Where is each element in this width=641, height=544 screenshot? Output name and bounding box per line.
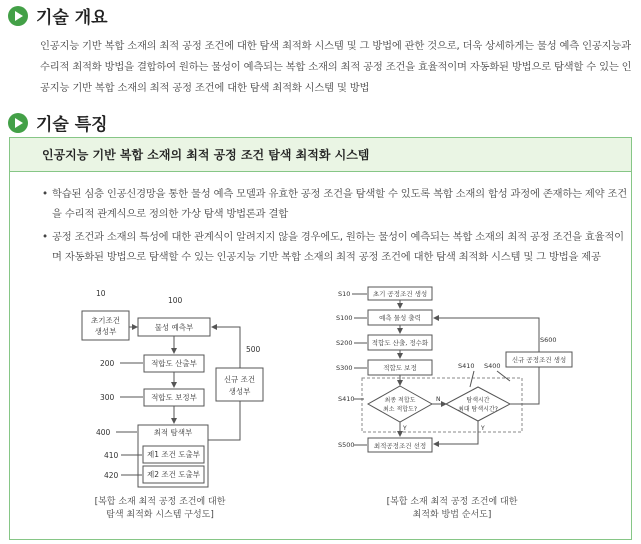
step-calc-label: 적합도 산출, 정수화 (371, 339, 429, 347)
feature-bullet: • 공정 조건과 소재의 특성에 대한 관계식이 알려지지 않을 경우에도, 원하는 물성이 예측되는 복합 소재의 최적 공정 조건을 효율적이며 자동화된 방법으로 탐색할 수 있는 인공지능 기반 복합 소재의 최적 공정 조건에 대한 탐색 최적화 시스템 및 그 방법을 제공 (42, 227, 627, 267)
system-caption-line2: 탐색 최적화 시스템 구성도] (106, 510, 214, 520)
ref-s410: S410 (458, 362, 475, 370)
system-diagram (82, 289, 263, 520)
ref-s300: S300 (336, 364, 353, 372)
decision-fitness (368, 386, 432, 422)
ref-s200: S200 (336, 339, 353, 347)
ref-420: 420 (104, 471, 119, 480)
decision-fitness-line1: 최종 적합도 (384, 397, 416, 404)
overview-text: 인공지능 기반 복합 소재의 최적 공정 조건에 대한 탐색 최적화 시스템 및 그 방법에 관한 것으로, 더욱 상세하게는 물성 예측 인공지능과 수리적 최적화 방법을 결합하여 원하는 물성이 예측되는 복합 소재의 최적 공정 조건을 효율적이며 자동화된 방법으로 탐색할 수 있는 인공지능 기반 복합 소재의 최적 공정 조건에 대한 탐색 최적화 시스템 및 방법 (40, 40, 632, 94)
new-condition-unit (216, 368, 263, 401)
ref-s10: S10 (338, 290, 351, 298)
ref-s410b: S410 (338, 395, 355, 403)
step-select-label: 최적공정조건 선정 (373, 442, 427, 450)
ref-200: 200 (100, 359, 115, 368)
ref-s600: S600 (540, 336, 557, 344)
feature-box-title: 인공지능 기반 복합 소재의 최적 공정 조건 탐색 최적화 시스템 (10, 138, 631, 172)
property-predictor-label: 물성 예측부 (154, 323, 194, 332)
decision-time (446, 387, 510, 421)
ref-410: 410 (104, 451, 119, 460)
ref-10: 10 (96, 289, 106, 298)
feature-bullet: • 학습된 심층 인공신경망을 통한 물성 예측 모델과 유효한 공정 조건을 탐색할 수 있도록 복합 소재의 합성 과정에 존재하는 제약 조건을 수리적 관계식으로 정의한 가상 탐색 방법론과 결합 (42, 184, 627, 224)
step-new-label: 신규 공정조건 생성 (511, 356, 567, 364)
step-adjust-label: 적합도 보정 (383, 364, 417, 372)
label-yes-2: Y (481, 425, 485, 432)
initial-unit-line1: 초기조건 (91, 316, 120, 325)
method-caption-line1: [복합 소재 최적 공정 조건에 대한 (386, 497, 518, 507)
step-init-label: 초기 공정조건 생성 (372, 290, 428, 298)
method-flowchart (336, 287, 572, 520)
decision-time-line1: 탐색시간 (466, 397, 490, 404)
initial-unit-line2: 생성부 (94, 327, 117, 336)
new-unit-line2: 생성부 (228, 387, 251, 396)
overview-title: 기술 개요 (36, 8, 108, 28)
method-caption-line2: 최적화 방법 순서도] (412, 510, 492, 520)
ref-s100: S100 (336, 314, 353, 322)
ref-s400: S400 (484, 362, 501, 370)
features-title: 기술 특징 (36, 115, 108, 135)
ref-300: 300 (100, 393, 115, 402)
label-yes-1: Y (403, 425, 407, 432)
ref-100: 100 (168, 296, 183, 305)
step-predict-label: 예측 물성 출력 (379, 314, 421, 322)
ref-500: 500 (246, 345, 261, 354)
system-caption-line1: [복합 소재 최적 공정 조건에 대한 (94, 497, 226, 507)
label-no: N (436, 396, 441, 403)
optimal-search-label: 최적 탐색부 (153, 428, 193, 437)
fitness-adjust-label: 적합도 보정부 (151, 393, 197, 402)
decision-time-line2: 최대 탐색시간? (458, 406, 498, 413)
decision-fitness-line2: 최소 적합도? (382, 406, 418, 413)
new-unit-line1: 신규 조건 (223, 375, 256, 384)
fitness-calc-label: 적합도 산출부 (151, 359, 197, 368)
ref-400: 400 (96, 428, 111, 437)
second-condition-label: 제2 조건 도출부 (146, 470, 201, 479)
first-condition-label: 제1 조건 도출부 (146, 450, 201, 459)
ref-s500: S500 (338, 441, 355, 449)
